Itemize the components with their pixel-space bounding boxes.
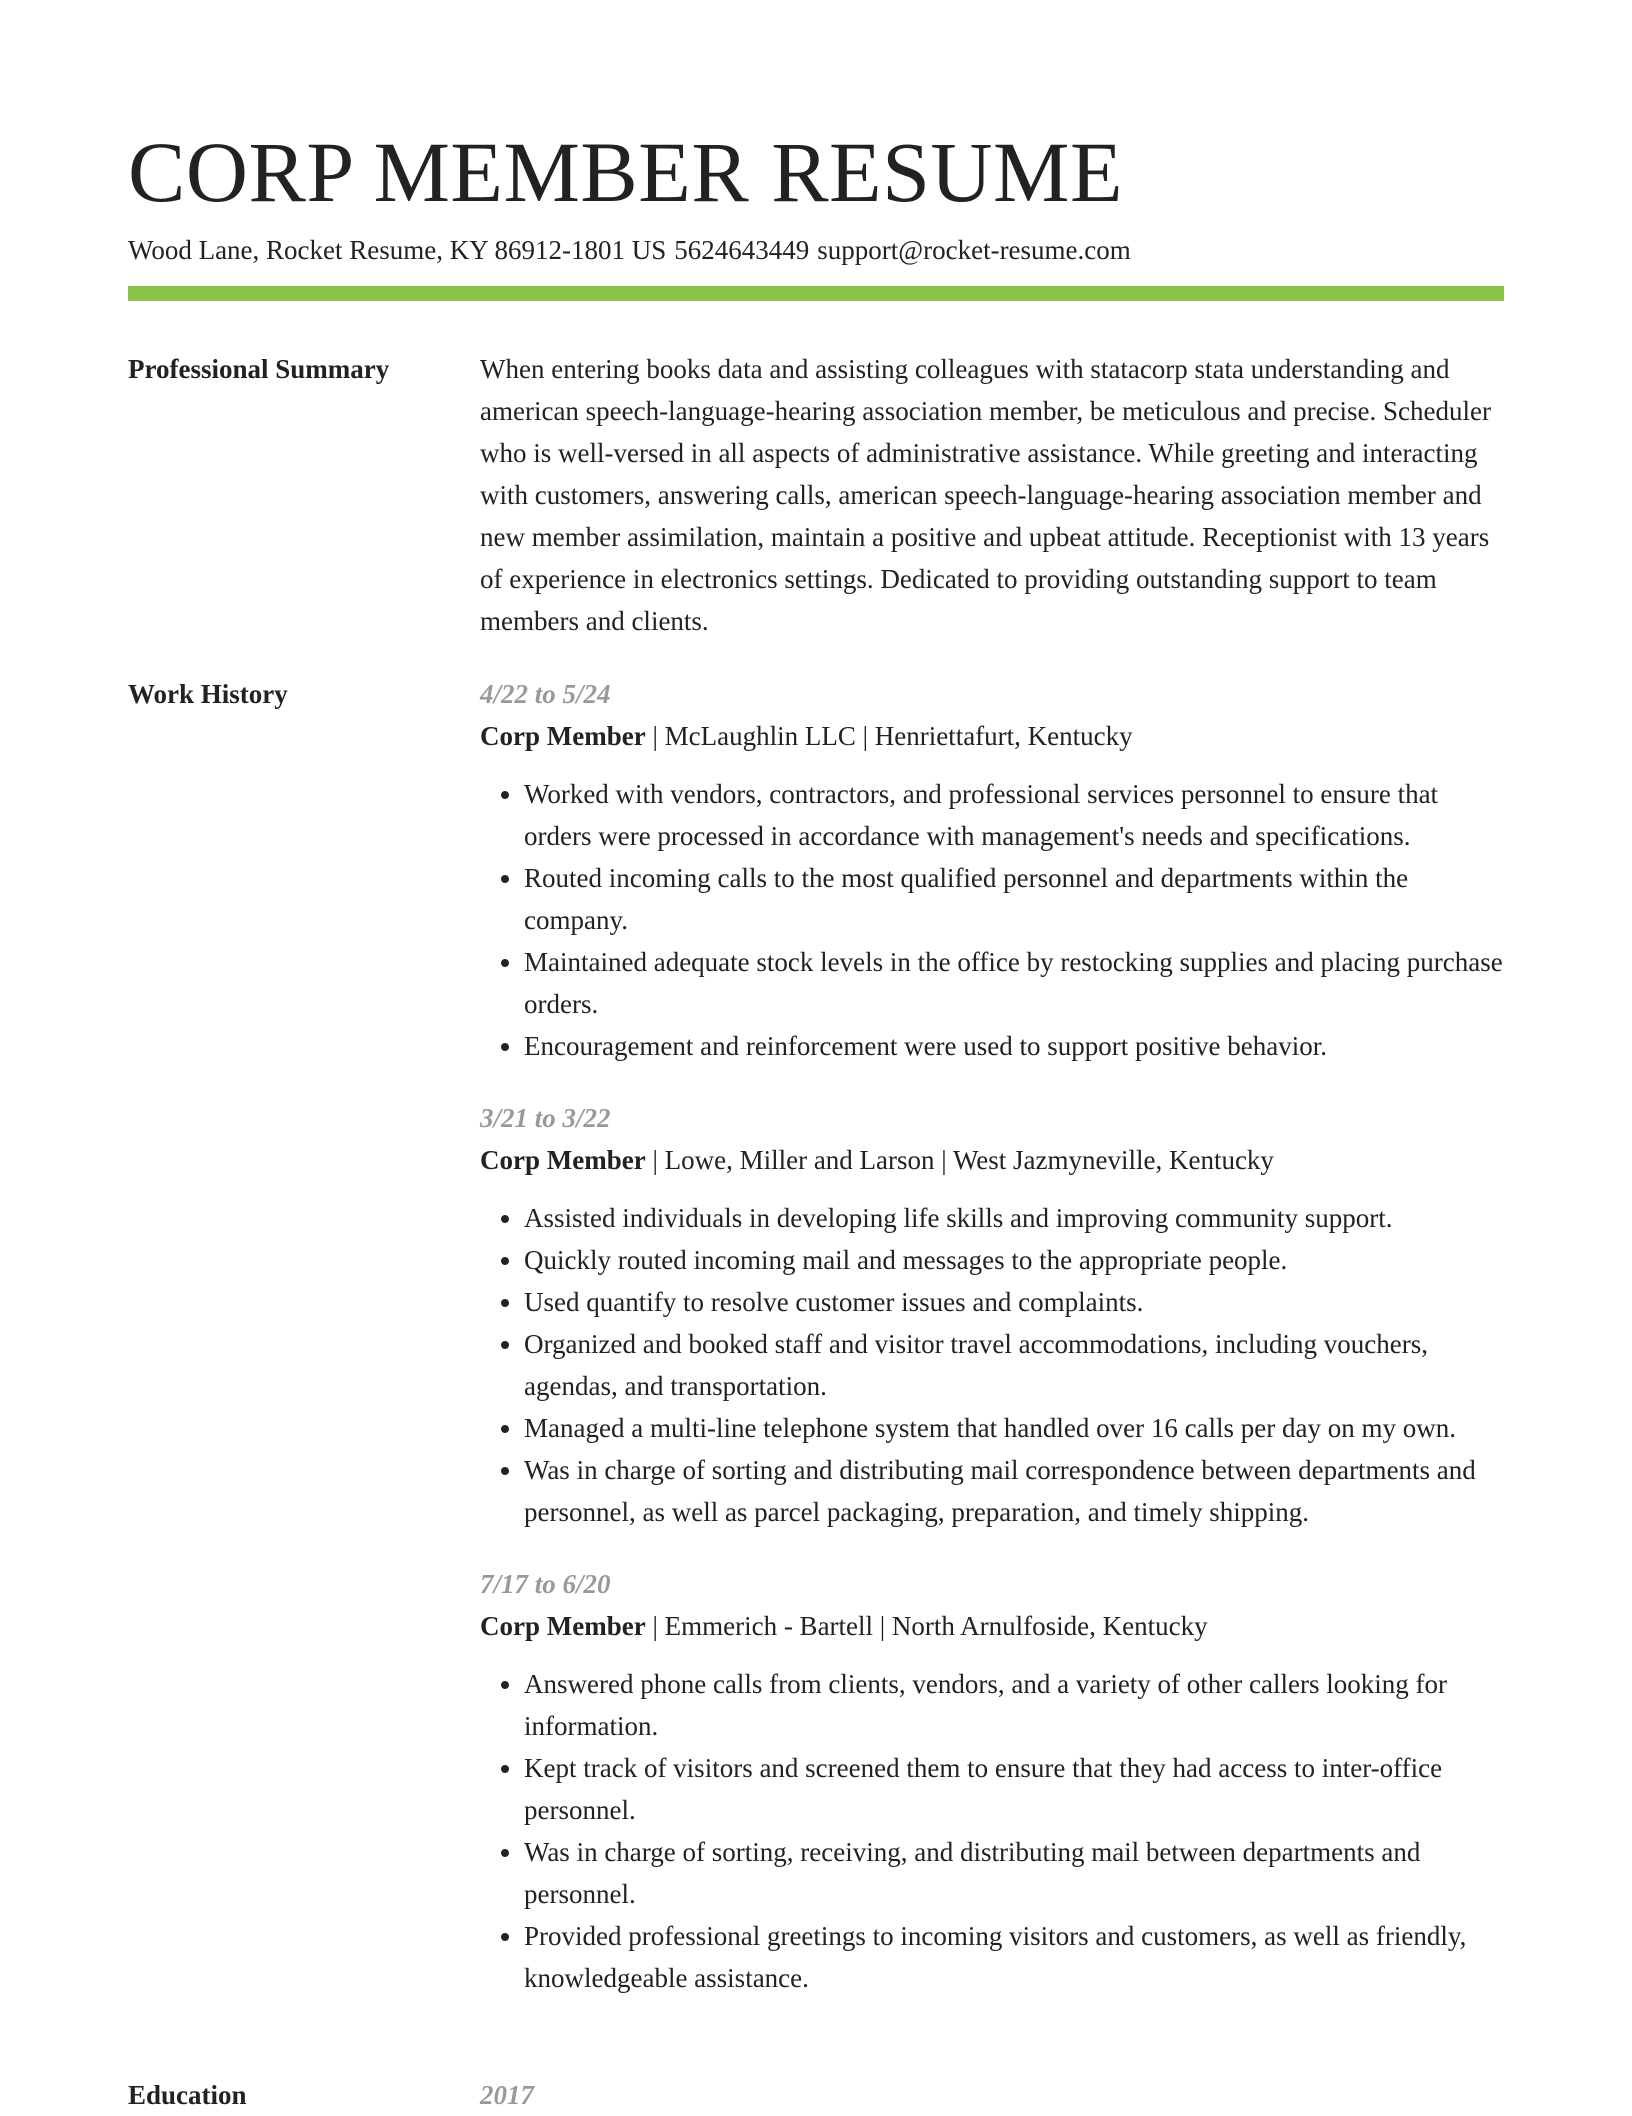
- job-bullet: • Kept track of visitors and screened them to ensure that they had access to inter-office personnel.: [524, 1747, 1504, 1831]
- job-entry: [480, 1097, 1504, 1533]
- job-bullet: • Routed incoming calls to the most qualified personnel and departments within the company.: [524, 857, 1504, 941]
- job-bullet: • Was in charge of sorting, receiving, and distributing mail between departments and personnel.: [524, 1831, 1504, 1915]
- job-bullet: • Encouragement and reinforcement were used to support positive behavior.: [524, 1025, 1504, 1067]
- job-bullets: [480, 1663, 1504, 1999]
- job-entry: [480, 1563, 1504, 1999]
- job-bullet: • Maintained adequate stock levels in the office by restocking supplies and placing purchase orders.: [524, 941, 1504, 1025]
- job-title: Corp Member: [480, 1611, 646, 1641]
- job-dates: 4/22 to 5/24: [480, 679, 611, 709]
- work-history-label: Work History: [128, 679, 288, 709]
- job-bullet: • Was in charge of sorting and distributing mail correspondence between departments and personnel, as well as parcel packaging, preparation, and timely shipping.: [524, 1449, 1504, 1533]
- job-dates: 7/17 to 6/20: [480, 1569, 611, 1599]
- contact-phone: 5624643449: [674, 235, 810, 265]
- job-bullet: • Worked with vendors, contractors, and professional services personnel to ensure that orders were processed in accordance with management's needs and specifications.: [524, 773, 1504, 857]
- education-dates: 2017: [480, 2080, 534, 2110]
- work-history-body: [480, 673, 1504, 2029]
- job-bullet: • Organized and booked staff and visitor travel accommodations, including vouchers, agendas, and transportation.: [524, 1323, 1504, 1407]
- job-bullets: [480, 773, 1504, 1067]
- summary-text: When entering books data and assisting colleagues with statacorp stata understanding and american speech-language-hearing association member, be meticulous and precise. Scheduler who is well-versed in all aspects of administrative assistance. While greeting and interacting with customers, answering calls, american speech-language-hearing association member and new member assimilation, maintain a positive and upbeat attitude. Receptionist with 13 years of experience in electronics settings. Dedicated to providing outstanding support to team members and clients.: [480, 354, 1491, 636]
- job-bullet: • Managed a multi-line telephone system that handled over 16 calls per day on my own.: [524, 1407, 1504, 1449]
- job-title: Corp Member: [480, 721, 646, 751]
- job-dates: 3/21 to 3/22: [480, 1103, 611, 1133]
- resume-title: CORP MEMBER RESUME: [128, 124, 1124, 220]
- job-bullet: • Quickly routed incoming mail and messages to the appropriate people.: [524, 1239, 1504, 1281]
- job-company-location: | McLaughlin LLC | Henriettafurt, Kentucky: [645, 721, 1133, 751]
- job-bullet: • Assisted individuals in developing life skills and improving community support.: [524, 1197, 1504, 1239]
- job-bullets: [480, 1197, 1504, 1533]
- contact-email: support@rocket-resume.com: [817, 235, 1131, 265]
- contact-line: [128, 230, 1139, 270]
- job-title: Corp Member: [480, 1145, 646, 1175]
- education-body: [480, 2074, 1504, 2116]
- job-title-line: [480, 1605, 1504, 1647]
- summary-label: Professional Summary: [128, 354, 390, 384]
- summary-body: [480, 348, 1504, 642]
- job-company-location: | Lowe, Miller and Larson | West Jazmyneville, Kentucky: [645, 1145, 1274, 1175]
- job-bullet: • Provided professional greetings to incoming visitors and customers, as well as friendly, knowledgeable assistance.: [524, 1915, 1504, 1999]
- job-company-location: | Emmerich - Bartell | North Arnulfoside, Kentucky: [645, 1611, 1208, 1641]
- contact-address: Wood Lane, Rocket Resume, KY 86912-1801 US: [128, 235, 667, 265]
- job-title-line: [480, 715, 1504, 757]
- job-bullet: • Used quantify to resolve customer issues and complaints.: [524, 1281, 1504, 1323]
- education-label: Education: [128, 2080, 247, 2110]
- job-entry: [480, 673, 1504, 1067]
- job-title-line: [480, 1139, 1504, 1181]
- job-bullet: • Answered phone calls from clients, vendors, and a variety of other callers looking for information.: [524, 1663, 1504, 1747]
- header-divider: [128, 286, 1504, 301]
